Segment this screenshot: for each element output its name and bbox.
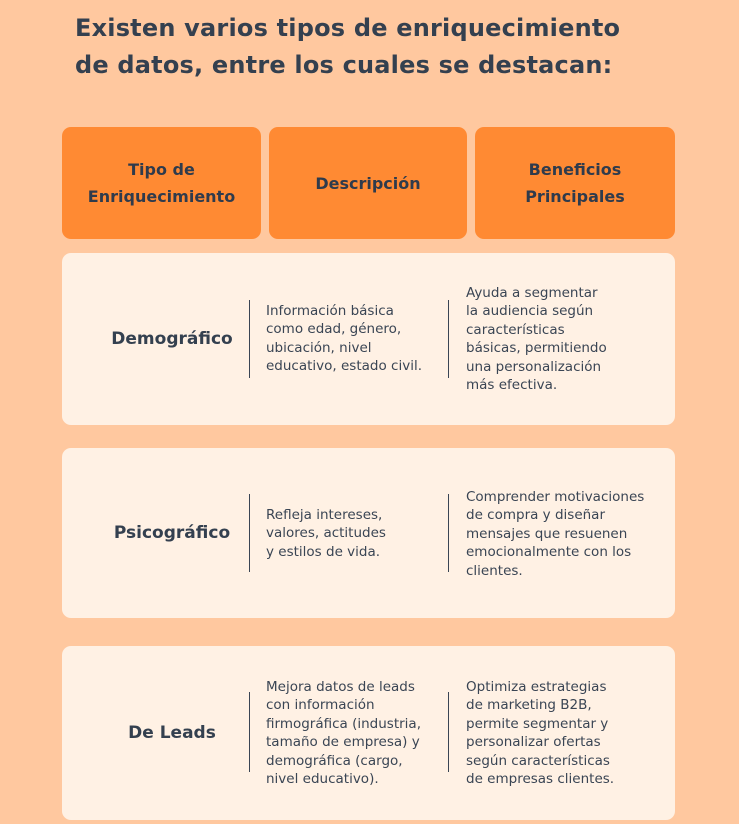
header-tipo-line-1: Tipo de xyxy=(128,160,195,179)
description-line: valores, actitudes xyxy=(266,525,386,542)
row-description xyxy=(266,506,386,561)
description-line: y estilos de vida. xyxy=(266,543,381,560)
header-descripcion xyxy=(269,127,467,239)
benefits-line: de marketing B2B, xyxy=(466,697,592,714)
benefits-line: según características xyxy=(466,752,610,769)
row-benefits xyxy=(466,678,614,788)
benefits-line: la audiencia según xyxy=(466,303,594,320)
benefits-line: clientes. xyxy=(466,562,523,579)
description-line: con información xyxy=(266,697,375,714)
header-beneficios xyxy=(475,127,675,239)
row-demografico xyxy=(62,253,675,425)
title-line-1: Existen varios tipos de enriquecimiento xyxy=(75,14,621,42)
benefits-line: personalizar ofertas xyxy=(466,734,601,751)
row-benefits xyxy=(466,488,644,580)
header-tipo xyxy=(62,127,261,239)
row-type: Psicográfico xyxy=(113,523,231,543)
row-description xyxy=(266,678,421,788)
description-line: tamaño de empresa) y xyxy=(266,734,420,751)
row-divider xyxy=(249,692,250,772)
benefits-line: de empresas clientes. xyxy=(466,771,615,788)
description-line: educativo, estado civil. xyxy=(266,358,422,375)
description-line: como edad, género, xyxy=(266,321,402,338)
header-beneficios-line-2: Principales xyxy=(525,187,625,206)
benefits-line: Ayuda a segmentar xyxy=(466,285,598,301)
page-title xyxy=(75,10,695,84)
row-divider xyxy=(448,300,449,378)
row-description xyxy=(266,302,422,376)
description-line: Mejora datos de leads xyxy=(266,679,415,695)
benefits-line: emocionalmente con los xyxy=(466,544,632,561)
benefits-line: básicas, permitiendo xyxy=(466,340,607,357)
header-descripcion-line-1: Descripción xyxy=(315,173,421,193)
benefits-line: una personalización xyxy=(466,358,602,375)
title-line-2: de datos, entre los cuales se destacan: xyxy=(75,51,613,79)
benefits-line: de compra y diseñar xyxy=(466,507,606,524)
row-divider xyxy=(249,300,250,378)
description-line: Información básica xyxy=(266,303,394,319)
description-line: ubicación, nivel xyxy=(266,339,372,356)
description-line: Refleja intereses, xyxy=(266,507,383,523)
benefits-line: más efectiva. xyxy=(466,377,558,394)
row-psicografico xyxy=(62,448,675,618)
row-divider xyxy=(249,494,250,572)
benefits-line: mensajes que resuenen xyxy=(466,525,628,542)
description-line: demográfica (cargo, xyxy=(266,752,403,769)
row-type: Demográfico xyxy=(111,329,233,349)
row-divider xyxy=(448,692,449,772)
benefits-line: permite segmentar y xyxy=(466,715,609,732)
benefits-line: Comprender motivaciones xyxy=(466,489,645,505)
row-benefits xyxy=(466,284,607,394)
header-tipo-line-2: Enriquecimiento xyxy=(87,187,236,206)
row-de-leads xyxy=(62,646,675,820)
description-line: firmográfica (industria, xyxy=(266,715,421,732)
row-divider xyxy=(448,494,449,572)
row-type: De Leads xyxy=(128,723,216,743)
benefits-line: características xyxy=(466,321,565,338)
description-line: nivel educativo). xyxy=(266,771,379,788)
header-beneficios-line-1: Beneficios xyxy=(528,160,622,179)
benefits-line: Optimiza estrategias xyxy=(466,679,607,695)
